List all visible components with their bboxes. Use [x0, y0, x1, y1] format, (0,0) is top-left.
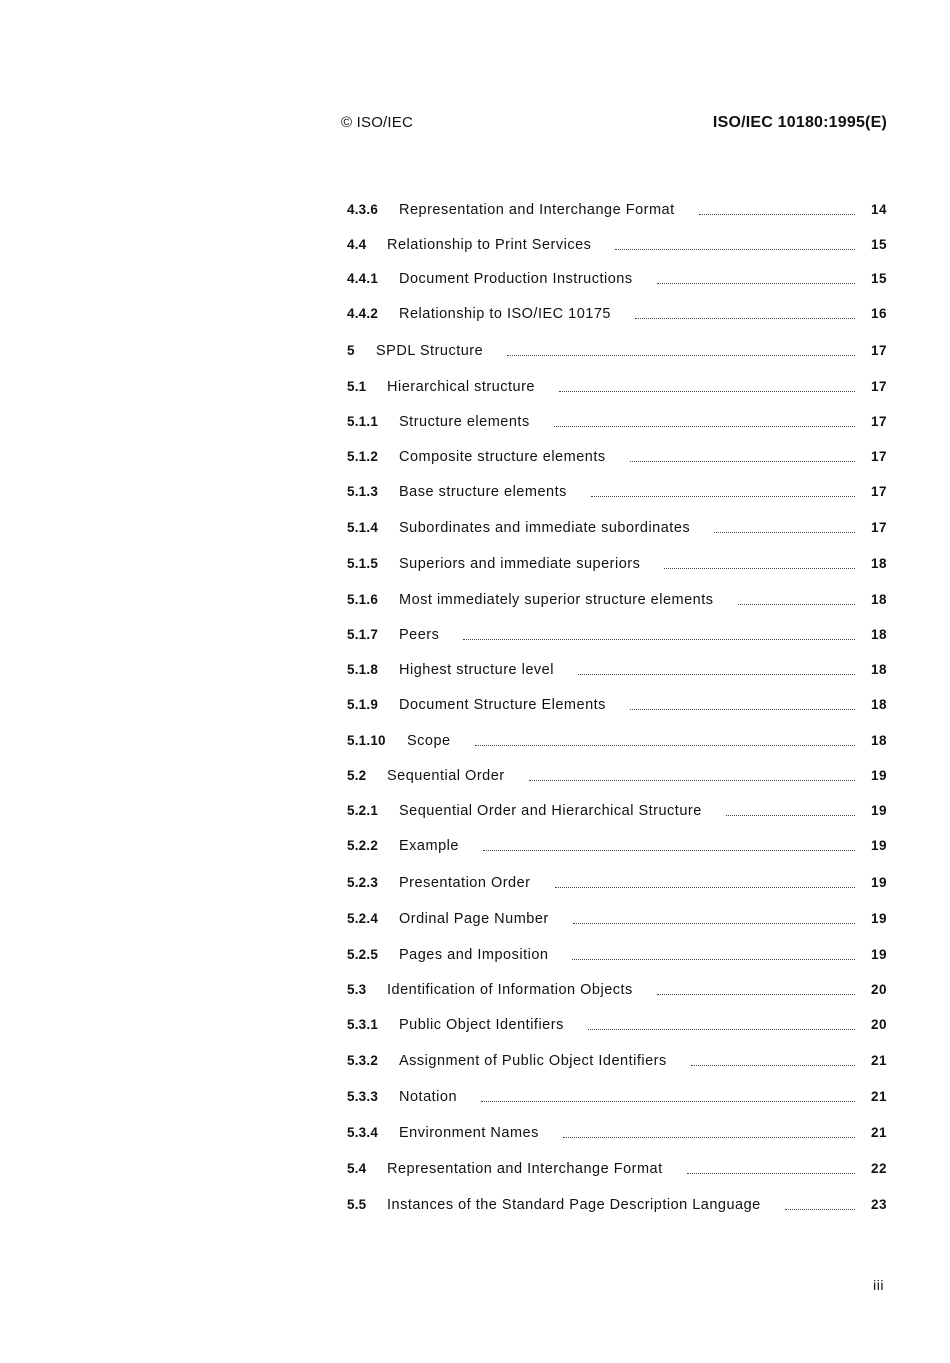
toc-entry[interactable]: [347, 625, 887, 645]
toc-entry-page: 17: [870, 343, 887, 358]
dot-leader: [588, 1029, 855, 1030]
toc-entry-page: 17: [870, 520, 887, 535]
toc-entry-number: 4.3.6: [347, 202, 379, 217]
dot-leader: [554, 426, 855, 427]
toc-entry[interactable]: [347, 518, 887, 538]
toc-entry-page: 17: [870, 449, 887, 464]
toc-entry-title: Document Structure Elements: [399, 697, 606, 713]
toc-entry-number: 5.1.2: [347, 449, 379, 464]
toc-entry[interactable]: [347, 1087, 887, 1107]
toc-entry-title: Structure elements: [399, 414, 530, 430]
toc-entry[interactable]: [347, 269, 887, 289]
toc-entry[interactable]: [347, 1123, 887, 1143]
toc-entry-title: Relationship to Print Services: [387, 237, 592, 253]
toc-entry-number: 5.1.10: [347, 733, 386, 748]
toc-entry-page: 18: [870, 556, 887, 571]
toc-entry[interactable]: [347, 945, 887, 965]
toc-entry-page: 19: [870, 768, 887, 783]
toc-entry[interactable]: [347, 731, 887, 751]
toc-entry-title: Presentation Order: [399, 875, 531, 891]
dot-leader: [630, 461, 855, 462]
toc-entry-number: 5: [347, 343, 355, 358]
dot-leader: [726, 815, 855, 816]
toc-entry-page: 21: [870, 1053, 887, 1068]
toc-entry-title: Representation and Interchange Format: [399, 202, 675, 218]
dot-leader: [573, 923, 855, 924]
toc-entry-title: Identification of Information Objects: [387, 982, 633, 998]
toc-entry-page: 18: [870, 592, 887, 607]
toc-entry-title: Relationship to ISO/IEC 10175: [399, 306, 611, 322]
toc-entry-number: 5.1.7: [347, 627, 379, 642]
dot-leader: [555, 887, 855, 888]
toc-entry[interactable]: [347, 660, 887, 680]
dot-leader: [481, 1101, 855, 1102]
toc-entry-number: 5.2.3: [347, 875, 379, 890]
toc-entry[interactable]: [347, 1159, 887, 1179]
toc-entry-number: 5.3: [347, 982, 367, 997]
toc-entry-page: 19: [870, 838, 887, 853]
dot-leader: [691, 1065, 855, 1066]
toc-entry-number: 4.4.1: [347, 271, 379, 286]
dot-leader: [714, 532, 855, 533]
dot-leader: [463, 639, 855, 640]
toc-entry-page: 19: [870, 803, 887, 818]
toc-entry-number: 5.1.5: [347, 556, 379, 571]
toc-entry-title: Subordinates and immediate subordinates: [399, 520, 691, 536]
dot-leader: [578, 674, 855, 675]
dot-leader: [591, 496, 855, 497]
toc-entry-title: Most immediately superior structure elements: [399, 592, 714, 608]
header-copyright: © ISO/IEC: [341, 114, 414, 131]
toc-entry-title: Notation: [399, 1089, 458, 1105]
toc-entry-page: 19: [870, 911, 887, 926]
toc-entry-number: 5.2.5: [347, 947, 379, 962]
toc-entry[interactable]: [347, 412, 887, 432]
toc-entry-number: 5.3.2: [347, 1053, 379, 1068]
toc-entry-title: Scope: [407, 733, 451, 749]
toc-entry[interactable]: [347, 341, 887, 361]
dot-leader: [635, 318, 855, 319]
toc-entry-number: 5.1: [347, 379, 367, 394]
page-number: iii: [873, 1277, 884, 1293]
toc-entry-number: 5.2: [347, 768, 367, 783]
dot-leader: [572, 959, 855, 960]
toc-entry-page: 21: [870, 1089, 887, 1104]
dot-leader: [507, 355, 855, 356]
toc-entry[interactable]: [347, 695, 887, 715]
toc-entry-title: SPDL Structure: [376, 343, 484, 359]
toc-entry-number: 5.3.4: [347, 1125, 379, 1140]
toc-entry[interactable]: [347, 766, 887, 786]
toc-entry-title: Ordinal Page Number: [399, 911, 549, 927]
table-of-contents: [347, 0, 887, 1363]
toc-entry-page: 14: [870, 202, 887, 217]
toc-entry-page: 19: [870, 947, 887, 962]
dot-leader: [615, 249, 855, 250]
toc-entry[interactable]: [347, 590, 887, 610]
toc-entry-number: 5.5: [347, 1197, 367, 1212]
toc-entry[interactable]: [347, 235, 887, 255]
toc-entry-number: 5.3.1: [347, 1017, 379, 1032]
toc-entry-page: 20: [870, 982, 887, 997]
toc-entry-number: 5.1.6: [347, 592, 379, 607]
toc-entry-page: 17: [870, 414, 887, 429]
toc-entry-number: 5.1.9: [347, 697, 379, 712]
toc-entry-page: 15: [870, 271, 887, 286]
toc-entry-page: 15: [870, 237, 887, 252]
toc-entry[interactable]: [347, 909, 887, 929]
toc-entry-title: Pages and Imposition: [399, 947, 549, 963]
toc-entry-number: 5.1.8: [347, 662, 379, 677]
toc-entry-number: 5.1.3: [347, 484, 379, 499]
dot-leader: [630, 709, 855, 710]
dot-leader: [529, 780, 855, 781]
toc-entry-title: Base structure elements: [399, 484, 567, 500]
toc-entry-page: 21: [870, 1125, 887, 1140]
toc-entry-title: Environment Names: [399, 1125, 539, 1141]
dot-leader: [785, 1209, 855, 1210]
toc-entry-page: 16: [870, 306, 887, 321]
toc-entry[interactable]: [347, 1015, 887, 1035]
dot-leader: [483, 850, 855, 851]
toc-entry[interactable]: [347, 836, 887, 856]
toc-entry-page: 22: [870, 1161, 887, 1176]
toc-entry-page: 17: [870, 379, 887, 394]
toc-entry-title: Instances of the Standard Page Description Language: [387, 1197, 761, 1213]
toc-entry-number: 4.4: [347, 237, 367, 252]
toc-entry-number: 5.2.2: [347, 838, 379, 853]
toc-entry[interactable]: [347, 482, 887, 502]
toc-entry[interactable]: [347, 1195, 887, 1215]
toc-entry[interactable]: [347, 377, 887, 397]
dot-leader: [475, 745, 855, 746]
toc-entry-title: Representation and Interchange Format: [387, 1161, 663, 1177]
toc-entry-number: 5.2.4: [347, 911, 379, 926]
toc-entry-title: Peers: [399, 627, 440, 643]
dot-leader: [559, 391, 855, 392]
toc-entry-title: Example: [399, 838, 459, 854]
toc-entry-page: 23: [870, 1197, 887, 1212]
toc-entry-number: 5.1.1: [347, 414, 379, 429]
toc-entry[interactable]: [347, 873, 887, 893]
toc-entry[interactable]: [347, 1051, 887, 1071]
dot-leader: [687, 1173, 855, 1174]
toc-entry-title: Sequential Order: [387, 768, 505, 784]
toc-entry-page: 18: [870, 627, 887, 642]
toc-entry-title: Assignment of Public Object Identifiers: [399, 1053, 667, 1069]
toc-entry[interactable]: [347, 980, 887, 1000]
toc-entry-title: Superiors and immediate superiors: [399, 556, 641, 572]
toc-entry-title: Sequential Order and Hierarchical Structure: [399, 803, 702, 819]
toc-entry[interactable]: [347, 554, 887, 574]
dot-leader: [664, 568, 855, 569]
toc-entry-page: 19: [870, 875, 887, 890]
dot-leader: [699, 214, 855, 215]
toc-entry-number: 5.2.1: [347, 803, 379, 818]
toc-entry[interactable]: [347, 447, 887, 467]
toc-entry-title: Composite structure elements: [399, 449, 606, 465]
toc-entry[interactable]: [347, 801, 887, 821]
toc-entry-title: Public Object Identifiers: [399, 1017, 564, 1033]
toc-entry-page: 18: [870, 662, 887, 677]
toc-entry-number: 5.4: [347, 1161, 367, 1176]
header-standard-id: ISO/IEC 10180:1995(E): [712, 114, 887, 131]
toc-entry-title: Document Production Instructions: [399, 271, 633, 287]
dot-leader: [563, 1137, 855, 1138]
dot-leader: [657, 283, 855, 284]
toc-entry-page: 18: [870, 733, 887, 748]
toc-entry-number: 5.1.4: [347, 520, 379, 535]
dot-leader: [657, 994, 855, 995]
toc-entry-number: 4.4.2: [347, 306, 379, 321]
toc-entry-page: 17: [870, 484, 887, 499]
dot-leader: [738, 604, 855, 605]
toc-entry-number: 5.3.3: [347, 1089, 379, 1104]
toc-entry[interactable]: [347, 304, 887, 324]
toc-entry[interactable]: [347, 200, 887, 220]
toc-entry-title: Highest structure level: [399, 662, 554, 678]
toc-entry-page: 18: [870, 697, 887, 712]
toc-entry-page: 20: [870, 1017, 887, 1032]
toc-entry-title: Hierarchical structure: [387, 379, 535, 395]
